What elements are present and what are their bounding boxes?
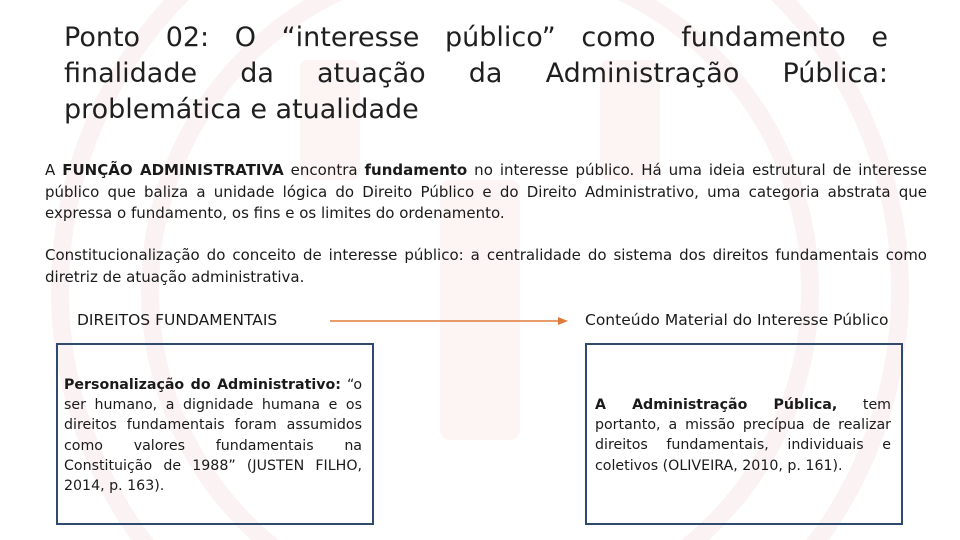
label-material-content: Conteúdo Material do Interesse Público (585, 311, 889, 329)
box-right-text: tem portanto, a missão precípua de realizar direitos fundamentais, individuais e coletivos (OLIVEIRA, 2010, p. 161). (595, 397, 892, 474)
box-left-bold: Personalização do Administrativo: (64, 377, 341, 393)
p1-text-a: A (45, 161, 63, 179)
title-line-2: finalidade da atuação da Administração Pública: (64, 58, 888, 89)
p1-bold-function: FUNÇÃO ADMINISTRATIVA (62, 161, 284, 179)
title-line-1: Ponto 02: O “interesse público” como fundamento e (64, 22, 888, 53)
paragraph-function (45, 160, 927, 225)
p1-text-c: encontra (283, 161, 365, 179)
quote-box-right (585, 343, 903, 525)
box-right-bold: A Administração Pública, (595, 397, 838, 413)
box-left-text: “o ser humano, a dignidade humana e os direitos fundamentais foram assumidos como valores fundamentais na Constituição de 1988” (JUSTEN FILHO, 2014, p. 163). (64, 377, 363, 495)
title-line-3: problemática e atualidade (64, 94, 419, 125)
p1-text-e: no interesse público. Há uma ideia estrutural de interesse público que baliza a unidade lógica do Direito Público e do Direito Administrativo, uma categoria abstrata que expressa o fundamento, os fins e os limites do ordenamento. (45, 161, 927, 222)
slide-title (64, 20, 888, 128)
p1-bold-fundamento: fundamento (364, 161, 468, 179)
label-fundamental-rights: DIREITOS FUNDAMENTAIS (77, 311, 278, 329)
quote-box-left (56, 343, 374, 525)
arrow-connector (330, 312, 570, 332)
paragraph-constitutionalization: Constitucionalização do conceito de interesse público: a centralidade do sistema dos direitos fundamentais como diretriz de atuação administrativa. (45, 246, 927, 286)
